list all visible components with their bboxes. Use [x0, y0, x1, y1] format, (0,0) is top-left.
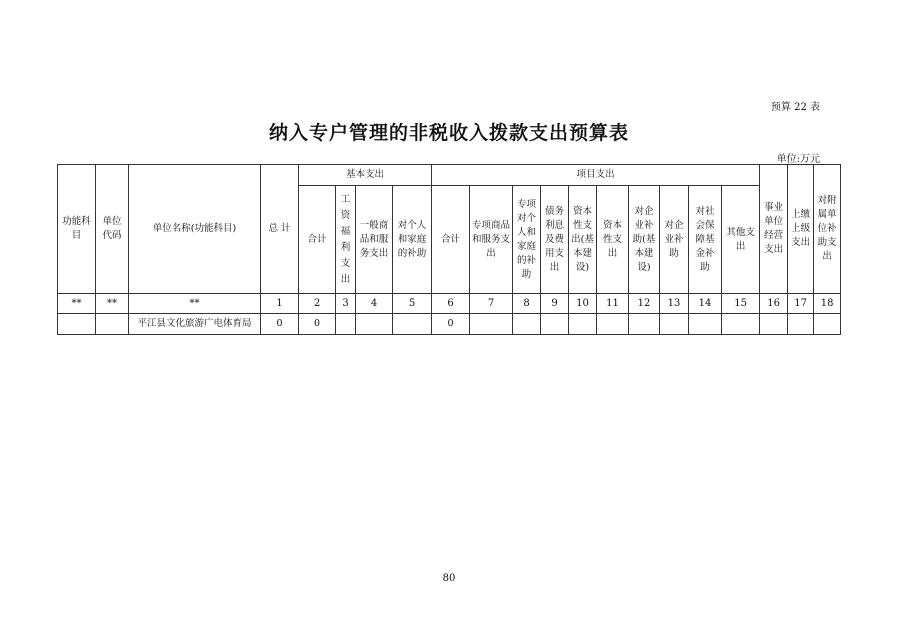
header-capital: 资本性支出	[597, 186, 629, 294]
cell-personal-subsidy	[393, 314, 432, 335]
cell-upper-remit	[788, 314, 814, 335]
table-row	[58, 314, 841, 335]
header-affiliated: 对附属单位补助支出	[814, 165, 841, 294]
index-cell: 12	[629, 294, 660, 314]
page-title: 纳入专户管理的非税收入拨款支出预算表	[268, 122, 629, 144]
cell-project-total: 0	[432, 314, 470, 335]
index-cell: **	[96, 294, 129, 314]
cell-business-ops	[760, 314, 788, 335]
index-cell: 9	[541, 294, 569, 314]
form-number: 预算 22 表	[770, 102, 820, 113]
index-cell: 15	[722, 294, 760, 314]
cell-enterprise	[660, 314, 689, 335]
unit-label: 单位:万元	[776, 154, 820, 165]
header-project-group: 项目支出	[432, 165, 760, 186]
header-personal-subsidy: 对个人和家庭的补助	[393, 186, 432, 294]
cell-unit-name: 平江县文化旅游广电体育局	[129, 314, 261, 335]
cell-enterprise-construction	[629, 314, 660, 335]
index-cell: 16	[760, 294, 788, 314]
cell-wages	[336, 314, 356, 335]
cell-affiliated	[814, 314, 841, 335]
index-cell: 14	[689, 294, 722, 314]
header-wages: 工资福利支出	[336, 186, 356, 294]
index-cell: 18	[814, 294, 841, 314]
index-cell: 1	[261, 294, 299, 314]
index-cell: 13	[660, 294, 689, 314]
cell-social-security	[689, 314, 722, 335]
cell-total: 0	[261, 314, 299, 335]
cell-proj-goods	[470, 314, 513, 335]
page-number: 80	[442, 573, 456, 584]
header-enterprise-construction: 对企业补助(基本建设)	[629, 186, 660, 294]
cell-capital	[597, 314, 629, 335]
index-cell: 17	[788, 294, 814, 314]
index-cell: 7	[470, 294, 513, 314]
header-func-subject: 功能科目	[58, 165, 96, 294]
cell-general-goods	[356, 314, 393, 335]
index-cell: 5	[393, 294, 432, 314]
header-unit-code: 单位代码	[96, 165, 129, 294]
index-cell: **	[129, 294, 261, 314]
cell-other	[722, 314, 760, 335]
cell-proj-personal	[513, 314, 541, 335]
index-cell: 11	[597, 294, 629, 314]
header-social-security: 对社会保障基金补助	[689, 186, 722, 294]
cell-debt-interest	[541, 314, 569, 335]
header-proj-personal: 专项对个人和家庭的补助	[513, 186, 541, 294]
cell-unit-code	[96, 314, 129, 335]
header-enterprise: 对企业补助	[660, 186, 689, 294]
cell-basic-total: 0	[299, 314, 336, 335]
index-cell: 6	[432, 294, 470, 314]
header-unit-name: 单位名称(功能科目)	[129, 165, 261, 294]
index-cell: 4	[356, 294, 393, 314]
budget-table	[57, 164, 841, 335]
header-other: 其他支出	[722, 186, 760, 294]
header-row-1	[58, 165, 841, 186]
header-basic-group: 基本支出	[299, 165, 432, 186]
header-capital-construction: 资本性支出(基本建设)	[569, 186, 597, 294]
header-debt-interest: 债务利息及费用支出	[541, 186, 569, 294]
header-project-total: 合计	[432, 186, 470, 294]
header-general-goods: 一般商品和服务支出	[356, 186, 393, 294]
index-cell: 10	[569, 294, 597, 314]
header-total: 总 计	[261, 165, 299, 294]
header-basic-total: 合计	[299, 186, 336, 294]
index-cell: 8	[513, 294, 541, 314]
header-business-ops: 事业单位经营支出	[760, 165, 788, 294]
index-cell: 3	[336, 294, 356, 314]
index-cell: **	[58, 294, 96, 314]
header-upper-remit: 上缴上级支出	[788, 165, 814, 294]
cell-func-subject	[58, 314, 96, 335]
index-row	[58, 294, 841, 314]
cell-capital-construction	[569, 314, 597, 335]
index-cell: 2	[299, 294, 336, 314]
header-proj-goods: 专项商品和服务支出	[470, 186, 513, 294]
